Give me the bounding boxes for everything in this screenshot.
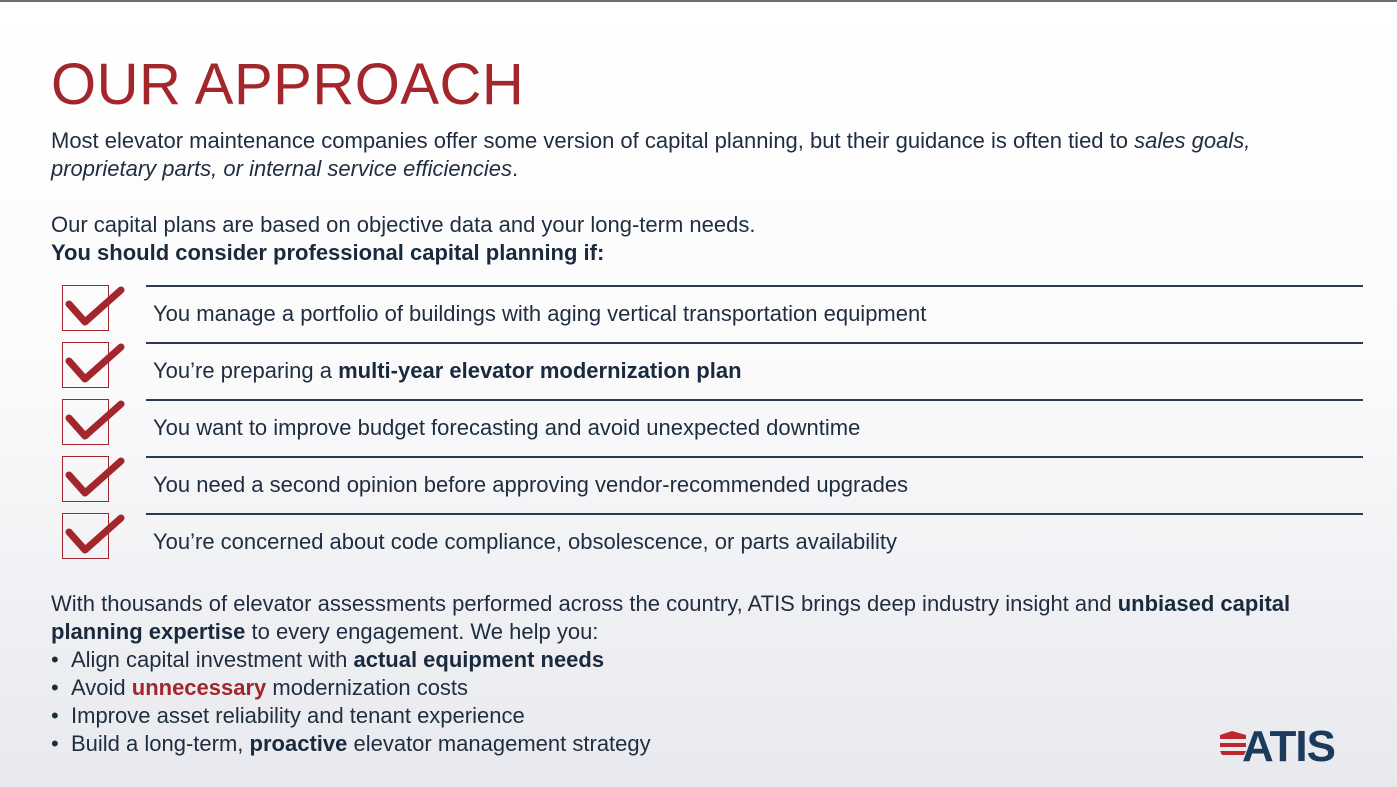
list-item-text-end: elevator management strategy <box>347 731 651 756</box>
checklist-item-text <box>153 358 742 384</box>
list-item-bold: proactive <box>249 731 348 756</box>
list-item <box>51 646 651 674</box>
checklist-item-text <box>153 301 926 327</box>
list-item-bold: actual equipment needs <box>353 647 605 672</box>
checkmark-icon <box>62 513 109 559</box>
checklist-item-label: You’re preparing a <box>153 358 339 383</box>
checkmark-icon <box>62 456 109 502</box>
checklist-item-label: You need a second opinion before approving vendor-recommended upgrades <box>153 472 909 497</box>
checklist-item-label: You’re concerned about code compliance, obsolescence, or parts availability <box>153 529 897 554</box>
intro-paragraph <box>51 127 1351 183</box>
checklist-item-label: You manage a portfolio of buildings with aging vertical transportation equipment <box>153 301 927 326</box>
list-item <box>51 730 651 758</box>
checklist-item-bold: multi-year elevator modernization plan <box>338 358 742 383</box>
page-title: OUR APPROACH <box>51 52 525 117</box>
list-item <box>51 702 651 730</box>
logo-text: ATIS <box>1242 722 1335 771</box>
checklist <box>0 285 1397 570</box>
row-divider <box>146 399 1363 401</box>
intro-text: Most elevator maintenance companies offer some version of capital planning, but their guidance is often tied to <box>51 128 1135 153</box>
row-divider <box>146 285 1363 287</box>
objective-text: Our capital plans are based on objective data and your long-term needs. <box>51 212 756 237</box>
list-item-text: Build a long-term, <box>71 731 250 756</box>
checkmark-icon <box>62 285 109 331</box>
intro-end: . <box>511 156 519 181</box>
closing-after: to every engagement. We help you: <box>245 619 599 644</box>
atis-logo <box>1218 722 1368 771</box>
checklist-item <box>0 456 1397 513</box>
checklist-item-text <box>153 415 860 441</box>
checklist-item <box>0 285 1397 342</box>
list-item-text: Align capital investment with <box>71 647 354 672</box>
row-divider <box>146 342 1363 344</box>
checkmark-icon <box>62 342 109 388</box>
checklist-item <box>0 513 1397 570</box>
benefit-list <box>51 646 651 758</box>
list-item-highlight: unnecessary <box>131 675 267 700</box>
list-item <box>51 674 651 702</box>
list-item-text-end: modernization costs <box>266 675 469 700</box>
bullet-icon: • <box>51 675 59 700</box>
checklist-item <box>0 342 1397 399</box>
list-item-text: Improve asset reliability and tenant experience <box>71 703 525 728</box>
checkmark-icon <box>62 399 109 445</box>
checklist-item-label: You want to improve budget forecasting and avoid unexpected downtime <box>153 415 861 440</box>
row-divider <box>146 513 1363 515</box>
consider-heading: You should consider professional capital planning if: <box>51 240 605 265</box>
row-divider <box>146 456 1363 458</box>
closing-text: With thousands of elevator assessments performed across the country, ATIS brings deep industry insight and <box>51 591 1118 616</box>
checklist-item-text <box>153 529 897 555</box>
checklist-item <box>0 399 1397 456</box>
bullet-icon: • <box>51 703 59 728</box>
bullet-icon: • <box>51 647 59 672</box>
closing-paragraph <box>51 590 1341 646</box>
intro-italic-text: sales goals, proprietary parts, or internal service efficiencies <box>51 128 1251 181</box>
bullet-icon: • <box>51 731 59 756</box>
checklist-item-text <box>153 472 908 498</box>
list-item-text: Avoid <box>71 675 132 700</box>
closing-bold: unbiased capital planning expertise <box>51 591 1291 644</box>
top-rule <box>0 0 1397 2</box>
